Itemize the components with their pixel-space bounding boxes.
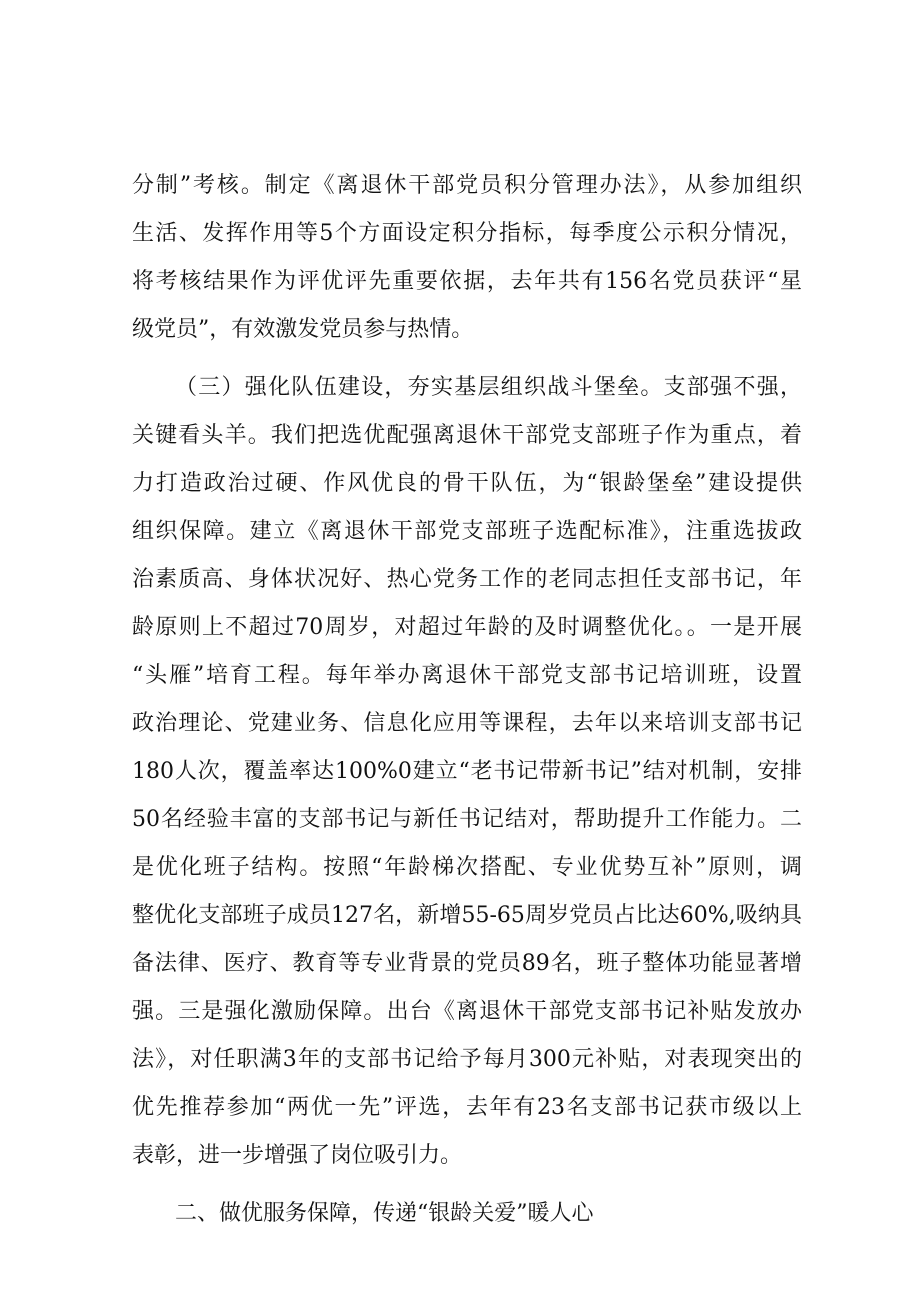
paragraph2-line-16: 优先推荐参加“两优一先”评选，去年有23名支部书记获市级以上 <box>132 1095 802 1120</box>
paragraph2-line-4: 组织保障。建立《离退休干部党支部班子选配标准》，注重选拔政 <box>132 519 802 544</box>
paragraph1-line-3: 将考核结果作为评优评先重要依据，去年共有156名党员获评“星 <box>132 269 802 294</box>
paragraph2-line-15: 法》，对任职满3年的支部书记给予每月300元补贴，对表现突出的 <box>132 1047 802 1072</box>
paragraph1-line-1: 分制”考核。制定《离退休干部党员积分管理办法》，从参加组织 <box>132 173 802 198</box>
paragraph1-line-2: 生活、发挥作用等5个方面设定积分指标，每季度公示积分情况， <box>132 221 802 246</box>
section-heading: 二、做优服务保障，传递“银龄关爱”暖人心 <box>175 1201 594 1226</box>
paragraph1-line-4: 级党员”，有效激发党员参与热情。 <box>132 317 474 342</box>
paragraph2-line-8: 政治理论、党建业务、信息化应用等课程，去年以来培训支部书记 <box>132 711 802 736</box>
paragraph2-line-17: 表彰，进一步增强了岗位吸引力。 <box>132 1143 463 1168</box>
paragraph2-line-3: 力打造政治过硬、作风优良的骨干队伍，为“银龄堡垒”建设提供 <box>132 471 802 496</box>
paragraph2-line-7: “头雁”培育工程。每年举办离退休干部党支部书记培训班，设置 <box>132 663 802 688</box>
paragraph2-line-11: 是优化班子结构。按照“年龄梯次搭配、专业优势互补”原则，调 <box>132 855 802 880</box>
paragraph2-line-2: 关键看头羊。我们把选优配强离退休干部党支部班子作为重点，着 <box>132 423 802 448</box>
paragraph2-line-9: 180人次，覆盖率达100%0建立“老书记带新书记”结对机制，安排 <box>132 759 802 784</box>
paragraph2-line-14: 强。三是强化激励保障。出台《离退休干部党支部书记补贴发放办 <box>132 999 802 1024</box>
paragraph2-line-1: （三）强化队伍建设，夯实基层组织战斗堡垒。支部强不强， <box>175 375 802 400</box>
paragraph2-line-12: 整优化支部班子成员127名，新增55-65周岁党员占比达60%,吸纳具 <box>132 903 802 928</box>
paragraph2-line-6: 龄原则上不超过70周岁，对超过年龄的及时调整优化。。一是开展 <box>132 615 802 640</box>
paragraph2-line-10: 50名经验丰富的支部书记与新任书记结对，帮助提升工作能力。二 <box>132 807 802 832</box>
paragraph2-line-13: 备法律、医疗、教育等专业背景的党员89名，班子整体功能显著增 <box>132 951 802 976</box>
paragraph2-line-5: 治素质高、身体状况好、热心党务工作的老同志担任支部书记，年 <box>132 567 802 592</box>
